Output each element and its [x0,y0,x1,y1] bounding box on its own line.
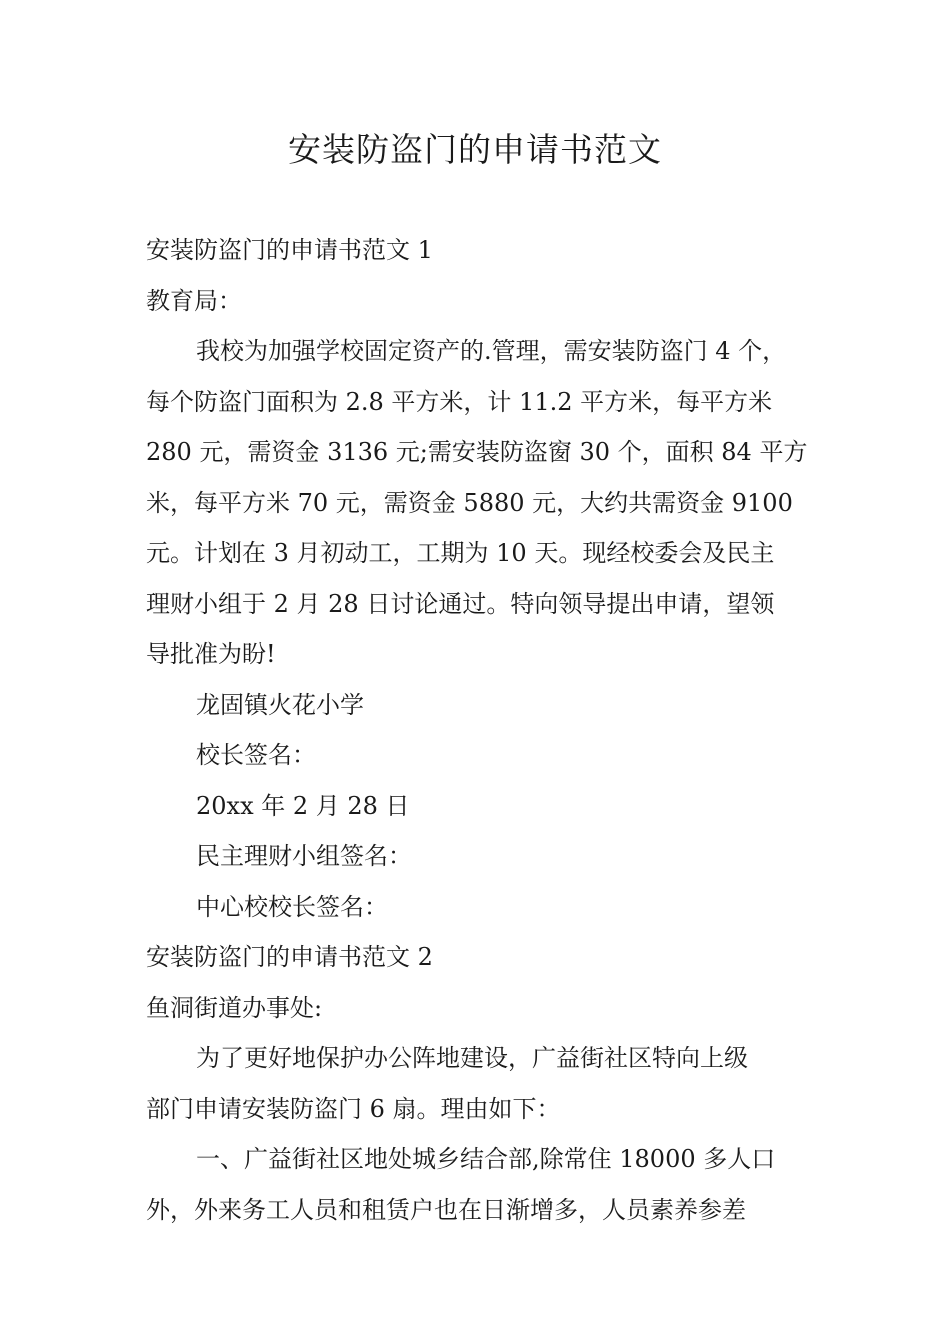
signature-date: 20xx 年 2 月 28 日 [196,791,410,820]
document-body [146,225,810,1235]
paragraph-line: 元。计划在 3 月初动工，工期为 10 天。现经校委会及民主 [146,539,775,567]
signature-finance-group: 民主理财小组签名： [196,842,412,870]
document-title: 安装防盗门的申请书范文 [288,130,662,169]
paragraph-line: 理财小组于 2 月 28 日讨论通过。特向领导提出申请，望领 [146,589,775,618]
paragraph-line: 米，每平方米 70 元，需资金 5880 元，大约共需资金 9100 [146,488,793,517]
salutation-1: 教育局： [146,286,242,315]
section-heading-1: 安装防盗门的申请书范文 1 [146,236,433,264]
paragraph-line: 280 元，需资金 3136 元;需安装防盗窗 30 个，面积 84 平方 [146,438,808,466]
signature-center-principal: 中心校校长签名： [196,892,388,921]
paragraph-line: 为了更好地保护办公阵地建设，广益街社区特向上级 [196,1044,748,1072]
salutation-2: 鱼洞街道办事处: [146,993,323,1022]
paragraph-line: 导批准为盼! [146,640,276,668]
section-heading-2: 安装防盗门的申请书范文 2 [146,943,433,971]
signature-principal: 校长签名： [196,741,316,769]
paragraph-line: 我校为加强学校固定资产的.管理，需安装防盗门 4 个， [196,337,787,365]
paragraph-line: 部门申请安装防盗门 6 扇。理由如下： [146,1094,561,1123]
paragraph-line: 外，外来务工人员和租赁户也在日渐增多，人员素养参差 [146,1195,746,1224]
signature-school: 龙固镇火花小学 [196,690,364,719]
paragraph-line: 每个防盗门面积为 2.8 平方米，计 11.2 平方米，每平方米 [146,387,773,416]
paragraph-line: 一、广益街社区地处城乡结合部,除常住 18000 多人口 [196,1145,776,1173]
